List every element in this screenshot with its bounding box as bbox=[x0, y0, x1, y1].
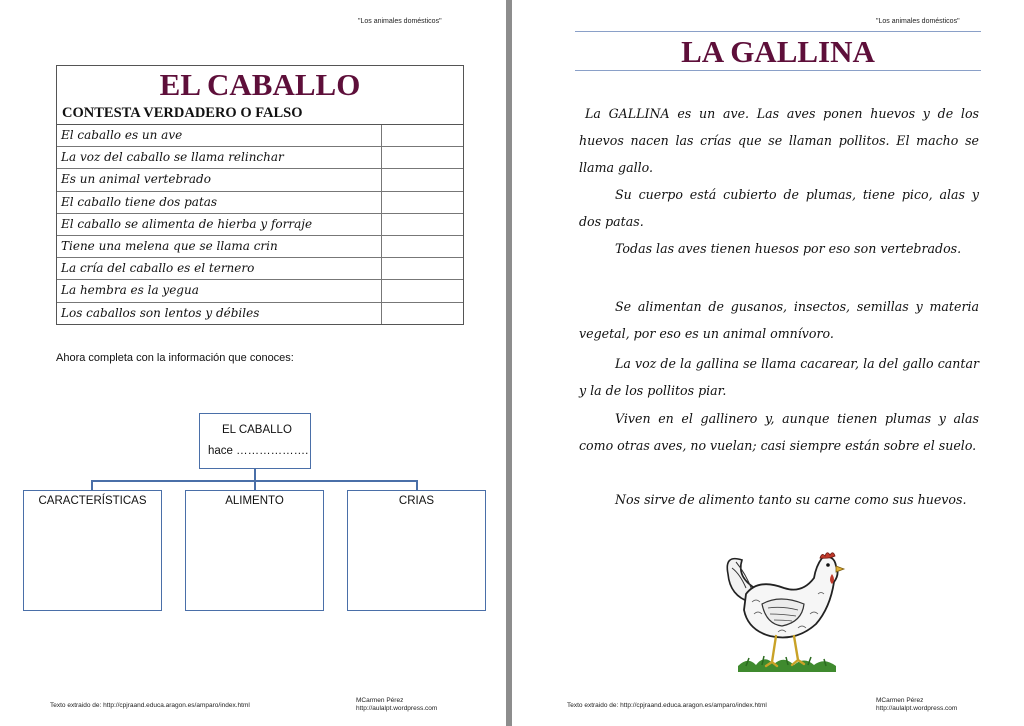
table-row bbox=[57, 147, 463, 169]
statement-text: La cría del caballo es el ternero bbox=[57, 258, 382, 279]
concept-root-title: EL CABALLO bbox=[222, 424, 292, 436]
header-note: "Los animales domésticos" bbox=[358, 18, 442, 25]
statement-text: La voz del caballo se llama relinchar bbox=[57, 147, 382, 168]
instruction-text: Ahora completa con la información que conoces: bbox=[56, 352, 294, 364]
header-note: "Los animales domésticos" bbox=[876, 18, 960, 25]
footer-author bbox=[356, 697, 437, 713]
paragraph: Nos sirve de alimento tanto su carne como sus huevos. bbox=[615, 492, 967, 507]
statement-text: La hembra es la yegua bbox=[57, 280, 382, 301]
hen-illustration bbox=[718, 544, 848, 674]
category-label: ALIMENTO bbox=[225, 495, 284, 507]
category-box-caracteristicas[interactable] bbox=[23, 490, 162, 611]
answer-cell[interactable] bbox=[382, 280, 463, 301]
category-box-crias[interactable] bbox=[347, 490, 486, 611]
paragraph: Viven en el gallinero y, aunque tienen plumas y alas como otras aves, no vuelan; casi siempre están sobre el suelo. bbox=[579, 411, 979, 453]
table-subtitle: CONTESTA VERDADERO O FALSO bbox=[57, 102, 463, 125]
statement-text: El caballo se alimenta de hierba y forraje bbox=[57, 214, 382, 235]
author-url: http://aulalpt.wordpress.com bbox=[876, 705, 958, 712]
footer-source: Texto extraido de: http://cpjraand.educa.aragon.es/amparo/index.html bbox=[50, 702, 250, 709]
table-title: EL CABALLO bbox=[159, 67, 361, 102]
statement-text: El caballo es un ave bbox=[57, 125, 382, 146]
category-box-alimento[interactable] bbox=[185, 490, 324, 611]
author-name: MCarmen Pérez bbox=[876, 697, 924, 704]
statement-text: Tiene una melena que se llama crin bbox=[57, 236, 382, 257]
answer-cell[interactable] bbox=[382, 125, 463, 146]
table-row bbox=[57, 214, 463, 236]
paragraph: La voz de la gallina se llama cacarear, la del gallo cantar y la de los pollitos piar. bbox=[579, 356, 979, 398]
statement-text: Es un animal vertebrado bbox=[57, 169, 382, 190]
category-label: CRIAS bbox=[398, 495, 435, 507]
paragraph: La GALLINA es un ave. Las aves ponen huevos y de los huevos nacen las crías que se llaman pollitos. El macho se llama gallo. bbox=[579, 106, 979, 175]
table-row bbox=[57, 280, 463, 302]
left-page bbox=[0, 0, 506, 726]
answer-cell[interactable] bbox=[382, 258, 463, 279]
concept-root-blank: hace ………………. bbox=[208, 445, 309, 457]
title-rule-bottom bbox=[575, 70, 981, 71]
answer-cell[interactable] bbox=[382, 147, 463, 168]
paragraph: Su cuerpo está cubierto de plumas, tiene pico, alas y dos patas. bbox=[579, 187, 979, 229]
table-row bbox=[57, 192, 463, 214]
author-url: http://aulalpt.wordpress.com bbox=[356, 705, 438, 712]
table-row bbox=[57, 236, 463, 258]
table-row bbox=[57, 258, 463, 280]
true-false-table bbox=[56, 65, 464, 325]
answer-cell[interactable] bbox=[382, 192, 463, 213]
table-row bbox=[57, 169, 463, 191]
table-row bbox=[57, 303, 463, 324]
title-rule-top bbox=[575, 31, 981, 32]
paragraph: Todas las aves tienen huesos por eso son vertebrados. bbox=[615, 241, 962, 256]
answer-cell[interactable] bbox=[382, 303, 463, 324]
concept-root-box[interactable] bbox=[199, 413, 311, 469]
answer-cell[interactable] bbox=[382, 236, 463, 257]
table-row bbox=[57, 125, 463, 147]
statement-text: El caballo tiene dos patas bbox=[57, 192, 382, 213]
page-title: LA GALLINA bbox=[681, 34, 875, 69]
statement-text: Los caballos son lentos y débiles bbox=[57, 303, 382, 324]
category-label: CARACTERÍSTICAS bbox=[38, 495, 147, 507]
footer-author bbox=[876, 697, 957, 713]
answer-cell[interactable] bbox=[382, 214, 463, 235]
answer-cell[interactable] bbox=[382, 169, 463, 190]
author-name: MCarmen Pérez bbox=[356, 697, 404, 704]
paragraph: Se alimentan de gusanos, insectos, semillas y materia vegetal, por eso es un animal omnívoro. bbox=[579, 299, 979, 341]
footer-source: Texto extraido de: http://cpjraand.educa.aragon.es/amparo/index.html bbox=[567, 702, 767, 709]
